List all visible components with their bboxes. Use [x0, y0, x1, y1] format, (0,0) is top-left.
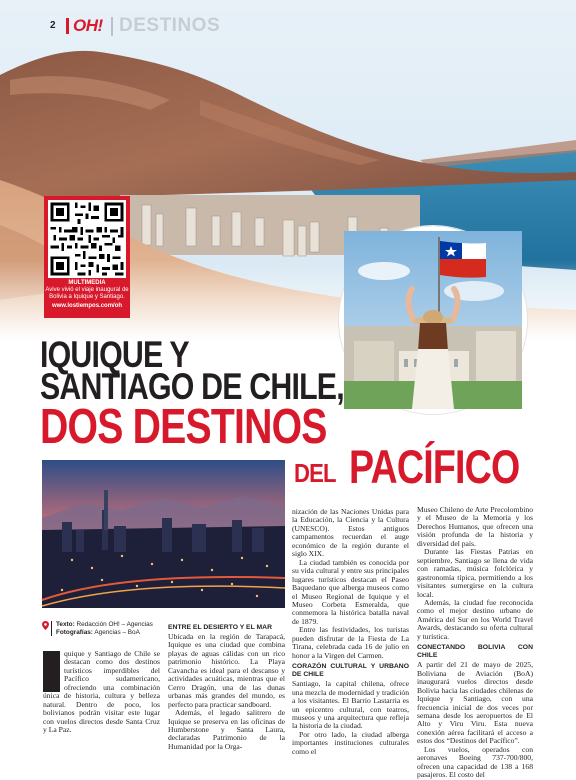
qr-code-icon[interactable] — [48, 200, 126, 278]
page-number: 2 — [50, 20, 56, 31]
multimedia-text: Avive vivió el viaje inaugural de Bolivia a Iquique y Santiago. — [45, 287, 129, 301]
article-column-2 — [168, 624, 285, 751]
headline-del: DEL — [294, 458, 336, 488]
headline-pacifico: PACÍFICO — [349, 440, 520, 493]
circle-photo-santiago-flag — [339, 226, 527, 414]
header-separator — [111, 17, 113, 36]
headline-line-2: SANTIAGO DE CHILE, — [40, 366, 344, 407]
credit-photo-value: Agencias – BoA — [94, 628, 140, 636]
multimedia-url-link[interactable]: www.lostiempos.com/oh — [51, 302, 123, 309]
article-column-1 — [43, 650, 160, 735]
paragraph: Los vuelos, operados con aeronaves Boeing 737-700/800, ofrecen una capacidad de 138 a 168 pasajeros. El costo del — [417, 744, 533, 780]
paragraph: Museo Chileno de Arte Precolombino y el Museo de la Memoria y los Derechos Humanos, que ofrecen una visión profunda de la historia y diversidad del país. — [417, 505, 533, 548]
drop-cap — [43, 651, 60, 692]
headline-line-1: IQUIQUE Y — [40, 334, 189, 375]
paragraph: nización de las Naciones Unidas para la Educación, la Ciencia y la Cultura (UNESCO). Estos antiguos campamentos recuerdan el auge económico de la región durante el siglo XIX. — [292, 507, 409, 559]
article-column-3 — [292, 508, 409, 756]
credit-text-value: Redacción OH! – Agencias — [76, 621, 153, 628]
article-column-4 — [417, 506, 533, 780]
location-pin-icon — [42, 621, 49, 630]
header-accent-bar — [66, 18, 69, 34]
multimedia-qr-box[interactable] — [44, 196, 130, 318]
section-title: DESTINOS — [119, 15, 221, 36]
paragraph: Ubicada en la región de Tarapacá, Iquique es una ciudad que combina playas de aguas cálidas con un rico patrimonio histórico. La Playa Cavancha es ideal para el descanso y actividades acuáticas, mientras que el Cerro Dragón, una de las dunas urbanas más grandes del mundo, es perfecto para practicar sandboard. — [168, 632, 285, 709]
brand-logo: OH! — [73, 16, 103, 35]
santiago-skyline-photo — [42, 460, 285, 608]
multimedia-label: MULTIMEDIA — [68, 280, 106, 286]
paragraph: A partir del 21 de mayo de 2025, Boliviana de Aviación (BoA) inaugurará vuelos directos desde Bolivia hacia las ciudades chilenas de Iquique y Santiago, con una frecuencia inicial de dos veces por semana desde los aeropuertos de El Alto y Viru Viru. Esta nueva conexión aérea facilitará el acceso a estos dos “Destinos del Pacífico”. — [417, 660, 533, 746]
paragraph: Además, el legado salitrero de Iquique se preserva en las oficinas de Humberstone y Santa Laura, declaradas Patrimonio de la Humanidad por la Orga- — [168, 708, 285, 751]
paragraph: quique y Santiago de Chile se destacan como dos destinos turísticos imperdibles del Pacífico sudamericano, ofreciendo una combinación única de historia, cultura y belleza natural. Dentro de poco, los bolivianos podrán visitar este lugar con vuelos directos desde Santa Cruz y La Paz. — [43, 649, 160, 735]
paragraph: Entre las festividades, los turistas pueden disfrutar de la Fiesta de La Tirana, celebrada cada 16 de julio en honor a la Virgen del Carmen. — [292, 625, 409, 660]
paragraph: Durante las Fiestas Patrias en septiembre, Santiago se llena de vida con ramadas, música folclórica y gastronomía típica, permitiendo a los visitantes sumergirse en la cultura local. — [417, 547, 533, 599]
paragraph: La ciudad también es conocida por su vida cultural y entre sus principales lugares turísticos destacan el Paseo Baquedano que alberga museos como el Museo Regional de Iquique y el Museo Corbeta Esmeralda, que conmemora la histórica batalla naval de 1879. — [292, 557, 409, 626]
credit-text-label: Texto: — [56, 621, 75, 628]
subheading: ENTRE EL DESIERTO Y EL MAR — [168, 624, 272, 631]
headline-line-3: DOS DESTINOS — [40, 400, 327, 454]
paragraph: Además, la ciudad fue reconocida como el mejor destino urbano de América del Sur en los World Travel Awards, destacando su oferta cultural y turística. — [417, 597, 533, 641]
subheading: CONECTANDO BOLIVIA CON CHILE — [417, 644, 533, 660]
credit-photo-label: Fotografías: — [56, 628, 93, 636]
paragraph: Santiago, la capital chilena, ofrece una mezcla de modernidad y tradición a los visitantes. El Barrio Lastarria es un epicentro cultural, con teatros, museos y una arquitectura que refleja la historia de la ciudad. — [292, 679, 409, 731]
subheading: CORAZÓN CULTURAL Y URBANO DE CHILE — [292, 663, 409, 679]
paragraph: Por otro lado, la ciudad alberga importantes instituciones culturales como el — [292, 729, 409, 756]
